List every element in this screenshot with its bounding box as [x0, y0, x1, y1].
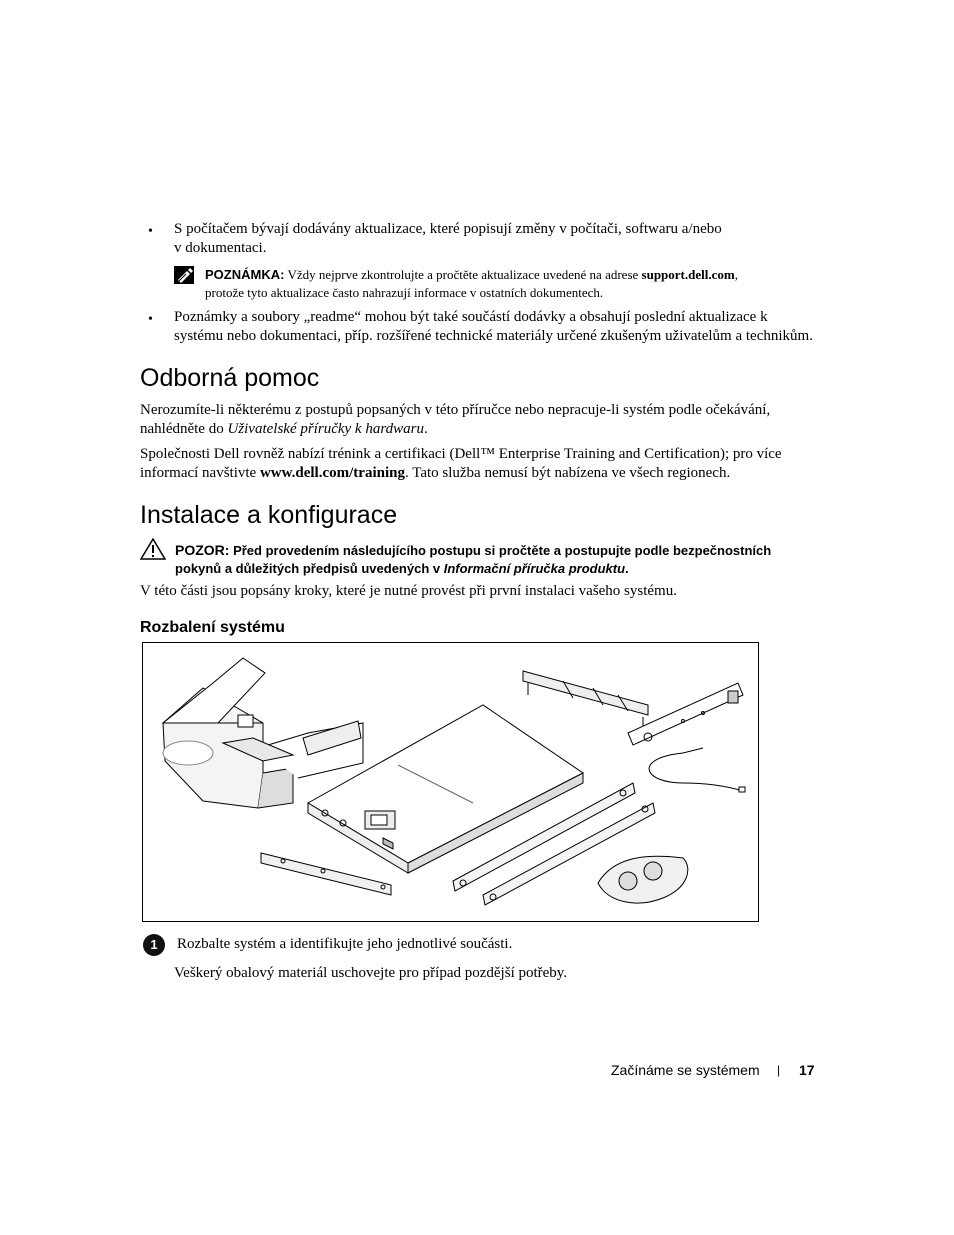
paragraph-training-pre: informací navštivte — [140, 465, 260, 481]
unpacking-illustration — [142, 642, 759, 922]
cable-management-arm-icon — [523, 671, 648, 729]
footer-chapter-title: Začínáme se systémem — [611, 1062, 760, 1078]
bullet-item-readme-line1: Poznámky a soubory „readme“ mohou být také součástí dodávky a obsahují poslední aktualizace k — [174, 309, 768, 325]
bullet-dot: • — [148, 312, 153, 327]
bullet-item-updates-line2: v dokumentaci. — [174, 240, 267, 256]
paragraph-help-line1: Nerozumíte-li některému z postupů popsaných v této příručce nebo nepracuje-li systém podle očekávání, — [140, 402, 771, 418]
note-line2: protože tyto aktualizace často nahrazují informace v ostatních dokumentech. — [205, 285, 604, 300]
paragraph-training — [140, 445, 830, 483]
accessory-kit-icon — [598, 856, 688, 903]
bullet-item-updates — [174, 220, 814, 258]
step-number-badge: 1 — [143, 934, 165, 956]
note-icon — [174, 266, 194, 284]
caution-line2: pokynů a důležitých předpisů uvedených v — [175, 561, 444, 576]
subsection-heading-rozbaleni: Rozbalení systému — [140, 619, 285, 636]
training-link[interactable]: www.dell.com/training — [259, 465, 405, 481]
paragraph-help-pre: nahlédněte do — [140, 421, 228, 437]
product-info-guide-title: Informační příručka produktu — [443, 561, 626, 576]
shipping-box-icon — [163, 658, 363, 808]
note-label: POZNÁMKA: — [205, 267, 285, 282]
caution-label: POZOR: — [175, 542, 230, 558]
paragraph-help-post: . — [423, 421, 428, 437]
bullet-item-updates-line1: S počítačem bývají dodávány aktualizace, které popisují změny v počítači, softwaru a/nebo — [174, 221, 722, 237]
hardware-manual-title: Uživatelské příručky k hardwaru — [227, 421, 424, 437]
caution-line1: Před provedením následujícího postupu si pročtěte a postupujte podle bezpečnostních — [229, 543, 772, 558]
note-comma: , — [734, 267, 738, 282]
paragraph-help — [140, 401, 820, 439]
note-link[interactable]: support.dell.com — [641, 267, 735, 282]
step-subtext: Veškerý obalový materiál uschovejte pro případ pozdější potřeby. — [174, 965, 568, 981]
section-heading-instalace: Instalace a konfigurace — [140, 501, 398, 529]
power-cable-icon — [649, 748, 745, 792]
caution-block — [175, 541, 825, 578]
note-block — [205, 266, 805, 302]
paragraph-training-post: . Tato služba nemusí být nabízena ve všech regionech. — [404, 465, 731, 481]
front-bezel-icon — [261, 853, 391, 895]
bullet-dot: • — [148, 224, 153, 239]
bullet-item-readme — [174, 308, 834, 346]
paragraph-training-line1: Společnosti Dell rovněž nabízí trénink a certifikaci (Dell™ Enterprise Training and Certification); pro více — [140, 446, 782, 462]
install-intro: V této části jsou popsány kroky, které je nutné provést při první instalaci vašeho systému. — [140, 583, 677, 599]
bullet-item-readme-line2: systému nebo dokumentaci, příp. rozšířené technické materiály určené zkušeným uživatelům a technikům. — [174, 328, 813, 344]
page-number: 17 — [799, 1062, 815, 1078]
caution-line2-post: . — [625, 561, 629, 576]
footer-separator: | — [777, 1063, 781, 1077]
caution-icon — [140, 538, 166, 560]
note-text: Vždy nejprve zkontrolujte a pročtěte aktualizace uvedené na adrese — [284, 267, 642, 282]
section-heading-odborna-pomoc: Odborná pomoc — [140, 364, 320, 392]
step-text: Rozbalte systém a identifikujte jeho jednotlivé součásti. — [177, 936, 513, 952]
